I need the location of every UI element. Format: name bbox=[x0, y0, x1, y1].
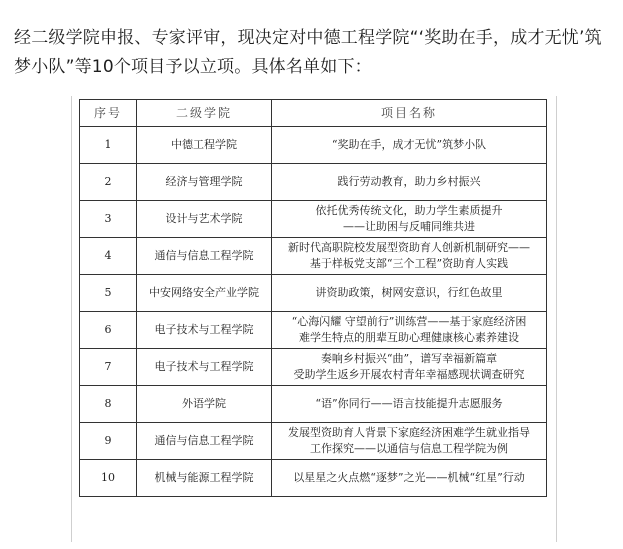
row-college: 设计与艺术学院 bbox=[137, 201, 272, 238]
table-row bbox=[80, 349, 547, 386]
project-table bbox=[79, 99, 547, 497]
row-college: 通信与信息工程学院 bbox=[137, 423, 272, 460]
project-line-1: 奏响乡村振兴“曲”，谱写幸福新篇章 bbox=[320, 352, 498, 365]
table-row bbox=[80, 127, 547, 164]
intro-paragraph: 经二级学院申报、专家评审，现决定对中德工程学院“‘奖助在手，成才无忧’筑梦小队”等10个项目予以立项。具体名单如下： bbox=[14, 28, 602, 77]
project-line-2: 难学生特点的朋辈互助心理健康核心素养建设 bbox=[299, 331, 519, 344]
row-college: 外语学院 bbox=[137, 386, 272, 423]
row-project bbox=[272, 423, 547, 460]
header-no: 序号 bbox=[80, 100, 137, 127]
row-no: 4 bbox=[80, 238, 137, 275]
row-college: 电子技术与工程学院 bbox=[137, 312, 272, 349]
project-line-1: 发展型资助育人背景下家庭经济困难学生就业指导 bbox=[288, 426, 530, 439]
row-college: 机械与能源工程学院 bbox=[137, 460, 272, 497]
row-project bbox=[272, 127, 547, 164]
row-college: 经济与管理学院 bbox=[137, 164, 272, 201]
table-row bbox=[80, 201, 547, 238]
project-line-1: 新时代高职院校发展型资助育人创新机制研究—— bbox=[288, 241, 530, 254]
project-line-2: 基于样板党支部“三个工程”资助育人实践 bbox=[309, 257, 509, 270]
row-college: 中德工程学院 bbox=[137, 127, 272, 164]
row-no: 10 bbox=[80, 460, 137, 497]
table-row bbox=[80, 164, 547, 201]
table-row bbox=[80, 312, 547, 349]
row-project bbox=[272, 164, 547, 201]
row-college: 电子技术与工程学院 bbox=[137, 349, 272, 386]
header-college: 二级学院 bbox=[137, 100, 272, 127]
project-line-2: 受助学生返乡开展农村青年幸福感现状调查研究 bbox=[293, 368, 525, 381]
row-project bbox=[272, 386, 547, 423]
row-no: 7 bbox=[80, 349, 137, 386]
project-line-1: 依托优秀传统文化，助力学生素质提升 bbox=[315, 204, 503, 217]
row-project bbox=[272, 460, 547, 497]
row-college: 通信与信息工程学院 bbox=[137, 238, 272, 275]
row-project bbox=[272, 275, 547, 312]
table-row bbox=[80, 460, 547, 497]
table-header-row bbox=[80, 100, 547, 127]
table-row bbox=[80, 275, 547, 312]
row-no: 1 bbox=[80, 127, 137, 164]
row-project bbox=[272, 312, 547, 349]
project-line-1: “语”你同行——语言技能提升志愿服务 bbox=[315, 397, 503, 410]
row-no: 3 bbox=[80, 201, 137, 238]
row-project bbox=[272, 201, 547, 238]
row-no: 9 bbox=[80, 423, 137, 460]
row-college: 中安网络安全产业学院 bbox=[137, 275, 272, 312]
table-row bbox=[80, 423, 547, 460]
project-line-1: 讲资助政策，树网安意识，行红色故里 bbox=[315, 286, 503, 299]
project-line-1: “心海闪耀 守望前行”训练营——基于家庭经济困 bbox=[291, 315, 527, 328]
project-line-1: “奖助在手，成才无忧”筑梦小队 bbox=[331, 138, 487, 151]
table-row bbox=[80, 238, 547, 275]
project-line-1: 以星星之火点燃“逐梦”之光——机械“红星”行动 bbox=[293, 471, 525, 484]
header-project: 项目名称 bbox=[272, 100, 547, 127]
row-no: 5 bbox=[80, 275, 137, 312]
project-line-2: 工作探究——以通信与信息工程学院为例 bbox=[310, 442, 508, 455]
row-project bbox=[272, 238, 547, 275]
row-project bbox=[272, 349, 547, 386]
project-line-1: 践行劳动教育，助力乡村振兴 bbox=[337, 175, 481, 188]
row-no: 6 bbox=[80, 312, 137, 349]
table-row bbox=[80, 386, 547, 423]
project-line-2: ——让助困与反哺同维共进 bbox=[343, 220, 475, 233]
row-no: 2 bbox=[80, 164, 137, 201]
row-no: 8 bbox=[80, 386, 137, 423]
